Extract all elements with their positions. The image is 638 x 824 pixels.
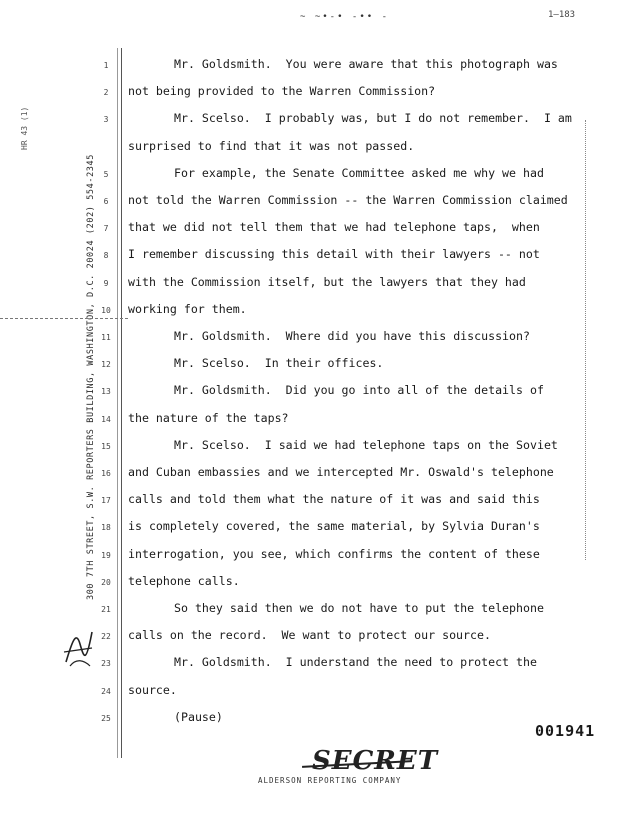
transcript-line: working for them. (128, 301, 247, 316)
transcript-line: For example, the Senate Committee asked me why we had (174, 165, 544, 180)
transcript-line: is completely covered, the same material, by Sylvia Duran's (128, 519, 540, 534)
transcript-line: Mr. Scelso. In their offices. (174, 356, 384, 371)
transcript-line: So they said then we do not have to put the telephone (174, 601, 544, 615)
line-number: 1 (103, 61, 109, 70)
line-number: 15 (101, 441, 111, 451)
transcript-line: Mr. Scelso. I probably was, but I do not remember. I am (174, 111, 572, 126)
header-marks: ~ ~•-• -•• - (300, 12, 390, 22)
line-number: 6 (103, 197, 109, 206)
transcript-line: the nature of the taps? (128, 410, 289, 425)
reporter-address: 300 7TH STREET, S.W. REPORTERS BUILDING, WASHINGTON, D.C. 20024 (202) 554-2345 (86, 154, 96, 600)
line-number: 5 (103, 169, 109, 179)
margin-rule (121, 48, 122, 758)
transcript-line: telephone calls. (128, 573, 240, 588)
line-number: 22 (101, 632, 111, 642)
handwritten-initials (62, 622, 96, 670)
line-number: 11 (101, 333, 111, 342)
transcript-line: not told the Warren Commission -- the Warren Commission claimed (128, 193, 568, 207)
line-number: 16 (101, 469, 111, 478)
line-number: 21 (101, 605, 111, 614)
margin-rule (117, 48, 118, 758)
transcript-line: Mr. Goldsmith. You were aware that this photograph was (174, 57, 558, 71)
line-number: 10 (101, 305, 111, 315)
footer-company: ALDERSON REPORTING COMPANY (258, 776, 402, 785)
line-number: 20 (101, 577, 111, 587)
secret-stamp: SECRET (312, 746, 439, 776)
line-number: 7 (103, 224, 109, 234)
line-number: 18 (101, 523, 111, 533)
page-code: 1—183 (548, 10, 576, 20)
transcript-line: Mr. Goldsmith. I understand the need to protect the (174, 655, 537, 670)
transcript-line: surprised to find that it was not passed. (128, 138, 415, 153)
line-number: 14 (101, 414, 111, 424)
line-number: 19 (101, 550, 111, 560)
line-number: 24 (101, 686, 111, 696)
transcript-line: with the Commission itself, but the lawyers that they had (128, 274, 526, 289)
line-number: 8 (103, 251, 109, 261)
document-number: 001941 (535, 722, 596, 740)
transcript-line: that we did not tell them that we had telephone taps, when (128, 220, 540, 235)
transcript-line: Mr. Goldsmith. Where did you have this discussion? (174, 329, 530, 343)
line-number: 12 (101, 360, 111, 370)
transcript-line: calls and told them what the nature of it was and said this (128, 492, 540, 507)
transcript-line: calls on the record. We want to protect our source. (128, 628, 491, 643)
line-number: 13 (101, 387, 111, 397)
line-number: 25 (101, 713, 111, 723)
transcript-line: (Pause) (174, 709, 223, 724)
line-number: 3 (103, 115, 109, 125)
side-code: HR 43 (1) (20, 106, 29, 150)
transcript-line: Mr. Scelso. I said we had telephone taps on the Soviet (174, 437, 558, 452)
line-number: 23 (101, 659, 111, 669)
transcript-line: and Cuban embassies and we intercepted Mr. Oswald's telephone (128, 465, 554, 479)
line-number: 17 (101, 496, 111, 506)
transcript-line: I remember discussing this detail with their lawyers -- not (128, 247, 540, 262)
marking-line (0, 318, 128, 319)
right-margin-rule (585, 120, 587, 560)
line-number: 9 (103, 278, 109, 288)
line-number: 2 (103, 88, 109, 98)
transcript-line: Mr. Goldsmith. Did you go into all of the details of (174, 383, 544, 398)
transcript-line: source. (128, 682, 177, 697)
transcript-line: interrogation, you see, which confirms the content of these (128, 546, 540, 561)
transcript-line: not being provided to the Warren Commission? (128, 84, 436, 99)
